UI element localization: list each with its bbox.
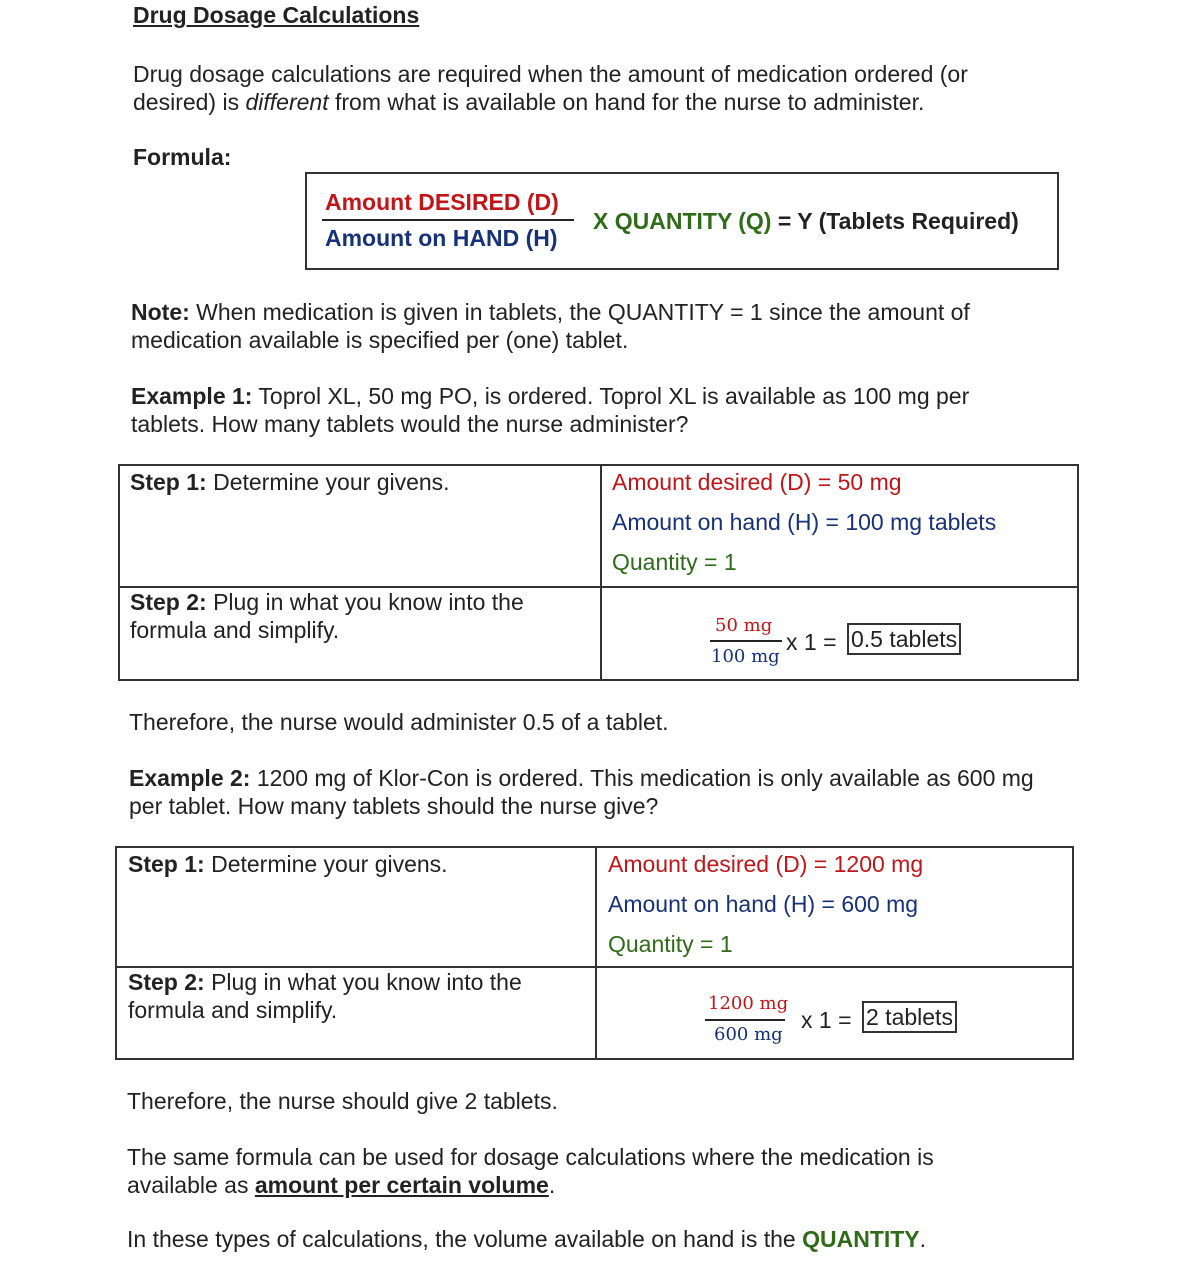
formula-label: Formula:: [133, 144, 232, 170]
example1-calc-answer: 0.5 tablets: [847, 623, 961, 655]
example2-step1-text: Step 1: Determine your givens.: [128, 851, 448, 877]
example2-quantity: Quantity = 1: [608, 931, 733, 957]
example1-calc-line: [710, 640, 782, 642]
final-sentence: In these types of calculations, the volume available on hand is the QUANTITY.: [127, 1226, 927, 1252]
example2-calc-answer: 2 tablets: [862, 1001, 957, 1033]
example2-step1-cell: [116, 847, 596, 967]
example2-givens-cell: [596, 847, 1073, 967]
formula-denominator: Amount on HAND (H): [325, 225, 558, 251]
formula-rhs: X QUANTITY (Q) = Y (Tablets Required): [593, 208, 1019, 234]
formula-box: [305, 172, 1059, 270]
example2-on-hand: Amount on hand (H) = 600 mg: [608, 891, 919, 917]
example2-question: Example 2: 1200 mg of Klor-Con is ordered. This medication is only available as 600 mg per tablet. How many tablets should the nurse give?: [129, 765, 1034, 819]
example1-step2-text: Step 2: Plug in what you know into the formula and simplify.: [130, 589, 524, 643]
quantity-highlight: QUANTITY: [802, 1226, 920, 1252]
example2-step2-cell: [116, 967, 596, 1059]
example1-on-hand: Amount on hand (H) = 100 mg tablets: [612, 509, 997, 535]
example1-step1-cell: [119, 465, 601, 587]
example1-table: [118, 464, 1079, 681]
example1-desired: Amount desired (D) = 50 mg: [612, 469, 902, 495]
example2-calc-denominator: 600 mg: [714, 1024, 783, 1045]
example1-calc-cell: [601, 587, 1078, 680]
example2-step2-text: Step 2: Plug in what you know into the formula and simplify.: [128, 969, 522, 1023]
example2-desired: Amount desired (D) = 1200 mg: [608, 851, 924, 877]
intro-paragraph: Drug dosage calculations are required when the amount of medication ordered (or desired) is different from what is available on hand for the nurse to administer.: [133, 61, 968, 115]
example2-table: [115, 846, 1074, 1060]
example1-quantity: Quantity = 1: [612, 549, 737, 575]
example2-conclusion: Therefore, the nurse should give 2 tablets.: [127, 1088, 558, 1114]
example2-calc-times: x 1 =: [801, 1007, 852, 1033]
note-paragraph: Note: When medication is given in tablets, the QUANTITY = 1 since the amount of medication available is specified per (one) tablet.: [131, 299, 970, 353]
example2-calc-line: [705, 1019, 785, 1021]
example1-conclusion: Therefore, the nurse would administer 0.5 of a tablet.: [129, 709, 669, 735]
example1-step1-text: Step 1: Determine your givens.: [130, 469, 450, 495]
example2-calc-cell: [596, 967, 1073, 1059]
formula-numerator: Amount DESIRED (D): [325, 189, 559, 215]
example2-calc-numerator: 1200 mg: [708, 993, 789, 1014]
amount-per-volume-phrase: amount per certain volume: [254, 1172, 549, 1198]
example1-step2-cell: [119, 587, 601, 680]
page-title: Drug Dosage Calculations: [133, 2, 420, 28]
volume-note: The same formula can be used for dosage calculations where the medication is available as amount per certain volume.: [127, 1144, 934, 1198]
formula-fraction-line: [322, 219, 574, 221]
example1-givens-cell: [601, 465, 1078, 587]
example1-calc-denominator: 100 mg: [711, 646, 780, 667]
example1-calc-times: x 1 =: [786, 629, 837, 655]
example1-question: Example 1: Toprol XL, 50 mg PO, is ordered. Toprol XL is available as 100 mg per tablets. How many tablets would the nurse administer?: [131, 383, 970, 437]
example1-calc-numerator: 50 mg: [715, 615, 773, 636]
